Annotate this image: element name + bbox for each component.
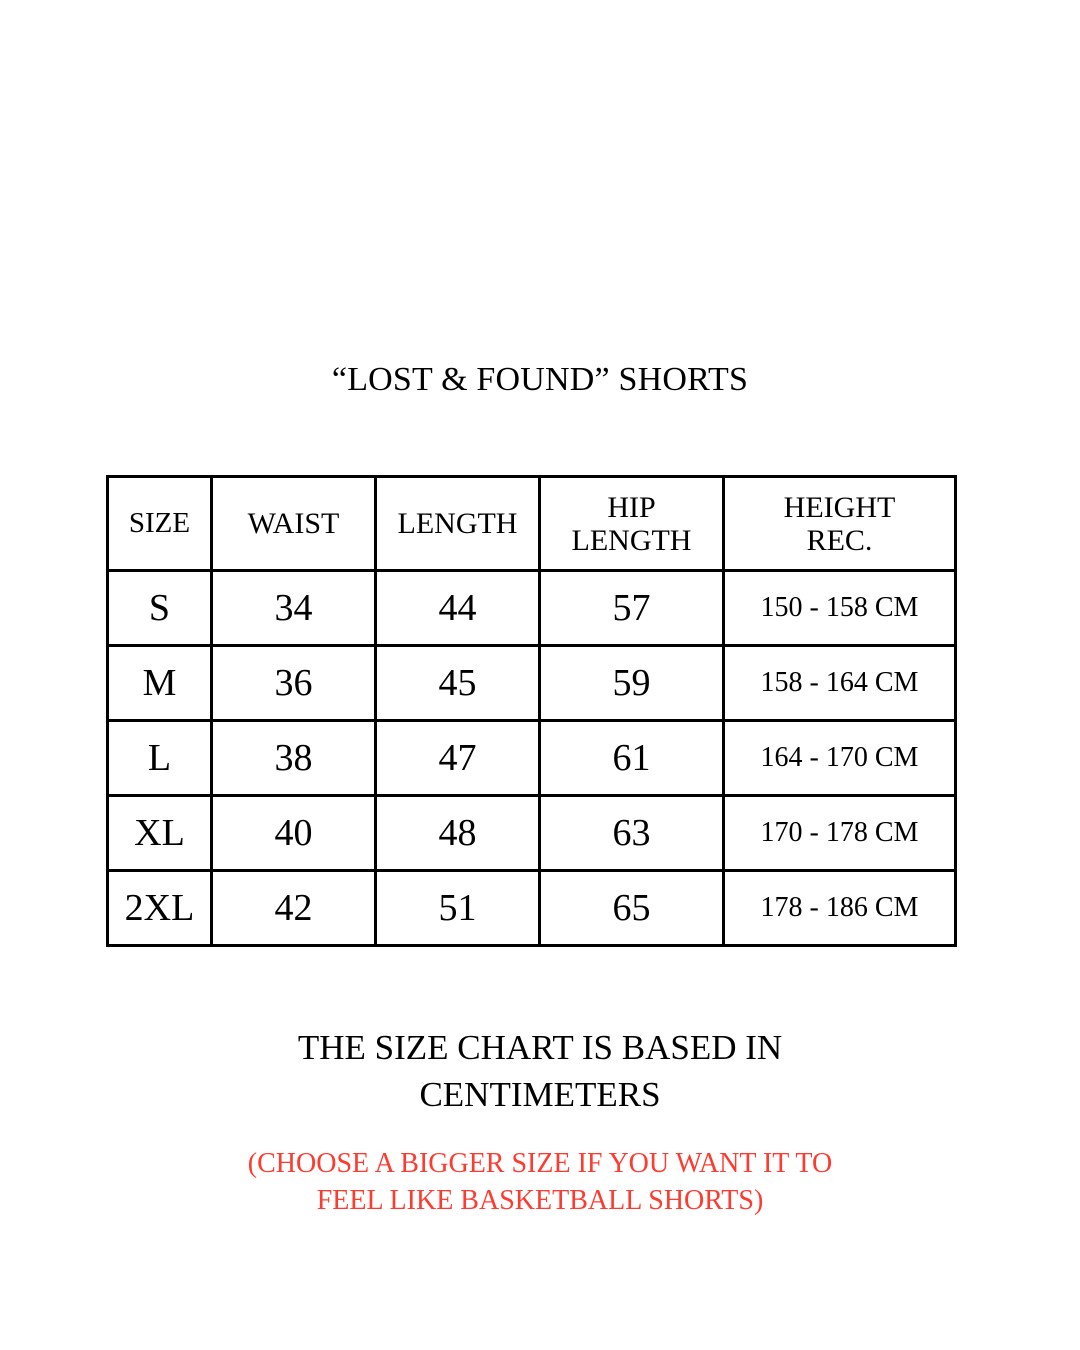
table-row [108, 721, 956, 796]
header-size: SIZE [108, 477, 212, 571]
cell-hip: 57 [540, 571, 724, 646]
size-chart-note [0, 1024, 1080, 1118]
cell-hip: 65 [540, 871, 724, 946]
cell-length: 51 [376, 871, 540, 946]
cell-length: 47 [376, 721, 540, 796]
cell-height: 150 - 158 CM [724, 571, 956, 646]
cell-height: 178 - 186 CM [724, 871, 956, 946]
tip-line1: (CHOOSE A BIGGER SIZE IF YOU WANT IT TO [247, 1148, 833, 1179]
header-hip-line2: LENGTH [571, 523, 692, 557]
table-row [108, 646, 956, 721]
cell-hip: 61 [540, 721, 724, 796]
cell-size: L [108, 721, 212, 796]
header-height-line2: REC. [806, 523, 873, 557]
cell-size: M [108, 646, 212, 721]
cell-size: 2XL [108, 871, 212, 946]
page-title: “LOST & FOUND” SHORTS [331, 361, 749, 398]
table-row [108, 796, 956, 871]
header-height-line1: HEIGHT [783, 490, 896, 524]
cell-waist: 38 [212, 721, 376, 796]
cell-height: 158 - 164 CM [724, 646, 956, 721]
cell-waist: 34 [212, 571, 376, 646]
cell-height: 170 - 178 CM [724, 796, 956, 871]
note-line2: CENTIMETERS [419, 1075, 661, 1114]
cell-hip: 59 [540, 646, 724, 721]
cell-length: 48 [376, 796, 540, 871]
cell-waist: 36 [212, 646, 376, 721]
header-height-rec [724, 477, 956, 571]
cell-length: 44 [376, 571, 540, 646]
cell-size: S [108, 571, 212, 646]
cell-height: 164 - 170 CM [724, 721, 956, 796]
sizing-tip [0, 1145, 1080, 1219]
header-hip-length [540, 477, 724, 571]
header-length: LENGTH [376, 477, 540, 571]
header-hip-line1: HIP [607, 490, 656, 524]
cell-waist: 40 [212, 796, 376, 871]
cell-waist: 42 [212, 871, 376, 946]
cell-hip: 63 [540, 796, 724, 871]
size-chart-table [106, 475, 957, 947]
table-row [108, 871, 956, 946]
table-header-row [108, 477, 956, 571]
tip-line2: FEEL LIKE BASKETBALL SHORTS) [316, 1185, 764, 1216]
table-row [108, 571, 956, 646]
header-waist: WAIST [212, 477, 376, 571]
cell-size: XL [108, 796, 212, 871]
cell-length: 45 [376, 646, 540, 721]
note-line1: THE SIZE CHART IS BASED IN [297, 1028, 783, 1067]
